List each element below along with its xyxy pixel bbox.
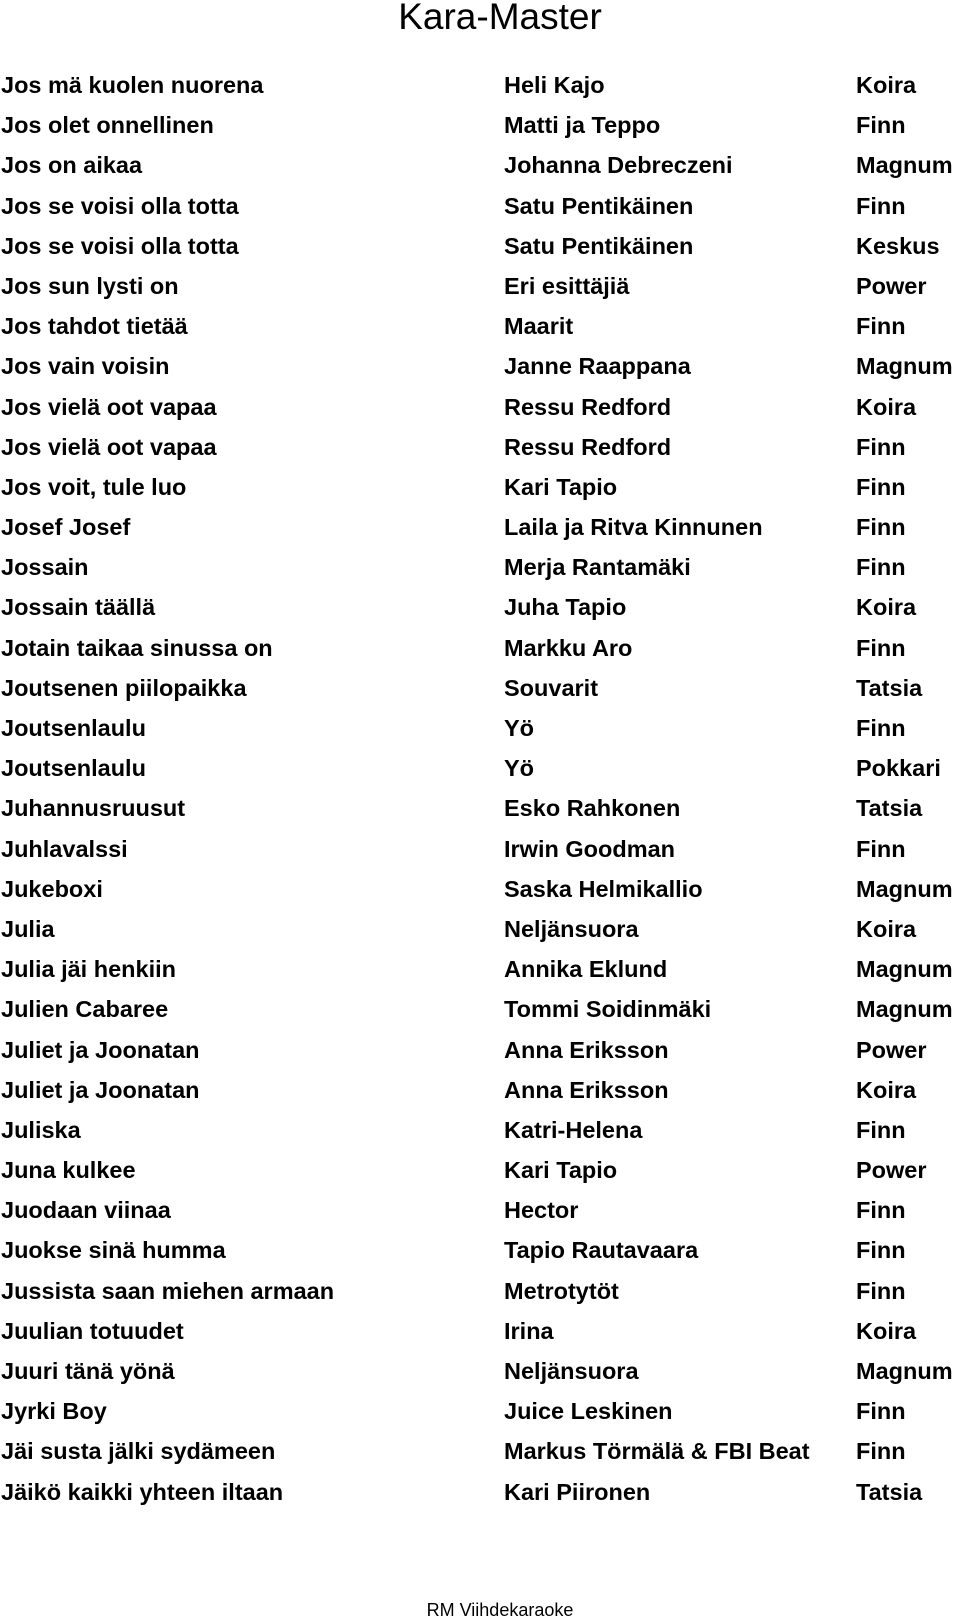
song-row [0,1431,960,1471]
song-title: Julien Cabaree [1,996,169,1023]
song-artist: Juice Leskinen [504,1398,673,1425]
song-row [0,587,960,627]
song-source: Koira [856,594,917,621]
song-artist: Souvarit [504,674,599,701]
song-artist: Yö [504,755,535,782]
song-title: Juhannusruusut [1,795,186,822]
song-title: Juuri tänä yönä [1,1358,175,1384]
song-row [0,1472,960,1512]
song-title: Juna kulkee [1,1157,136,1184]
song-title: Jäikö kaikki yhteen iltaan [1,1478,284,1505]
song-title: Jos vain voisin [1,353,170,380]
song-title: Jos se voisi olla totta [1,192,239,219]
song-row [0,65,960,105]
song-source: Finn [856,514,906,541]
song-source: Tatsia [856,1478,923,1505]
song-row [0,145,960,185]
song-artist: Ressu Redford [504,393,672,420]
song-row [0,1070,960,1110]
song-source: Finn [856,1398,906,1425]
song-title: Jossain täällä [1,594,156,621]
song-row [0,266,960,306]
song-artist: Juha Tapio [504,594,627,621]
song-artist: Saska Helmikallio [504,875,703,902]
song-artist: Eri esittäjiä [504,272,630,299]
song-row [0,708,960,748]
song-title: Jos mä kuolen nuorena [1,72,264,98]
song-source: Power [856,1036,927,1063]
song-title: Jukeboxi [1,875,103,902]
song-source: Finn [856,835,906,862]
song-source: Finn [856,1237,906,1264]
song-artist: Matti ja Teppo [504,112,661,139]
song-artist: Anna Eriksson [504,1076,669,1103]
song-artist: Heli Kajo [504,72,605,98]
song-artist: Merja Rantamäki [504,554,691,581]
song-artist: Kari Piironen [504,1478,651,1505]
song-source: Power [856,1157,927,1184]
song-title: Juliet ja Joonatan [1,1036,200,1063]
song-artist: Irwin Goodman [504,835,676,862]
song-title: Jos on aikaa [1,152,143,179]
page-footer: RM Viihdekaraoke [426,1600,574,1620]
song-title: Jos tahdot tietää [1,313,188,340]
song-artist: Esko Rahkonen [504,795,681,822]
song-row [0,1271,960,1311]
song-source: Finn [856,715,906,741]
song-title: Jos vielä oot vapaa [1,393,217,420]
song-title: Jos se voisi olla totta [1,232,239,259]
song-title: Jossain [1,554,89,581]
song-artist: Markku Aro [504,634,633,661]
song-row [0,1351,960,1391]
song-source: Finn [856,473,906,500]
song-row [0,788,960,828]
song-source: Finn [856,634,906,661]
song-artist: Neljänsuora [504,1358,639,1384]
song-source: Magnum [856,152,953,179]
song-title: Jotain taikaa sinussa on [1,634,273,661]
song-source: Koira [856,915,917,942]
song-row [0,306,960,346]
song-title: Jos sun lysti on [1,272,179,299]
song-row [0,186,960,226]
song-title: Juulian totuudet [1,1317,184,1344]
song-title: Julia jäi henkiin [1,956,176,983]
song-source: Pokkari [856,755,941,782]
song-row [0,387,960,427]
song-row [0,949,960,989]
song-row [0,547,960,587]
song-artist: Katri-Helena [504,1116,643,1143]
song-title: Joutsenlaulu [1,755,146,782]
song-source: Finn [856,1277,906,1304]
song-title: Jos voit, tule luo [1,473,187,500]
song-artist: Irina [504,1317,554,1344]
song-title: Josef Josef [1,514,131,541]
song-source: Koira [856,1076,917,1103]
song-title: Juliska [1,1116,81,1143]
song-artist: Tommi Soidinmäki [504,996,712,1023]
song-source: Tatsia [856,795,923,822]
song-title: Juhlavalssi [1,835,128,862]
song-source: Magnum [856,875,953,902]
song-artist: Yö [504,715,535,741]
song-row [0,1311,960,1351]
song-artist: Anna Eriksson [504,1036,669,1063]
song-source: Tatsia [856,674,923,701]
song-artist: Ressu Redford [504,433,672,460]
song-row [0,467,960,507]
song-artist: Kari Tapio [504,473,618,500]
song-row [0,1230,960,1270]
song-source: Finn [856,1438,906,1465]
song-row [0,427,960,467]
song-title: Jos olet onnellinen [1,112,214,139]
song-artist: Neljänsuora [504,915,639,942]
song-artist: Tapio Rautavaara [504,1237,699,1264]
song-row [0,346,960,386]
song-row [0,748,960,788]
song-title: Jäi susta jälki sydämeen [1,1438,276,1465]
song-source: Finn [856,433,906,460]
song-row [0,105,960,145]
song-row [0,829,960,869]
song-list [0,65,960,1512]
song-artist: Johanna Debreczeni [504,152,733,179]
song-source: Finn [856,1116,906,1143]
song-row [0,1150,960,1190]
song-row [0,507,960,547]
song-source: Finn [856,1197,906,1224]
song-source: Keskus [856,232,940,259]
song-row [0,909,960,949]
song-source: Magnum [856,956,953,983]
song-row [0,1391,960,1431]
song-row [0,1030,960,1070]
song-title: Jos vielä oot vapaa [1,433,217,460]
song-row [0,226,960,266]
song-source: Finn [856,313,906,340]
song-source: Koira [856,393,917,420]
song-row [0,1190,960,1230]
song-artist: Satu Pentikäinen [504,192,694,219]
song-row [0,628,960,668]
song-source: Koira [856,1317,917,1344]
song-artist: Metrotytöt [504,1277,619,1304]
song-row [0,668,960,708]
song-title: Jyrki Boy [1,1398,107,1425]
song-source: Finn [856,554,906,581]
song-artist: Annika Eklund [504,956,668,983]
song-title: Joutsenlaulu [1,715,146,741]
song-title: Juodaan viinaa [1,1197,171,1224]
song-source: Magnum [856,1358,953,1384]
song-row [0,1110,960,1150]
song-source: Magnum [856,996,953,1023]
song-source: Finn [856,112,906,139]
song-row [0,869,960,909]
song-title: Julia [1,915,55,942]
song-artist: Kari Tapio [504,1157,618,1184]
song-source: Power [856,272,927,299]
song-title: Juliet ja Joonatan [1,1076,200,1103]
song-artist: Maarit [504,313,574,340]
song-artist: Hector [504,1197,579,1224]
song-title: Jussista saan miehen armaan [1,1277,335,1304]
song-artist: Markus Törmälä & FBI Beat [504,1438,810,1465]
song-artist: Janne Raappana [504,353,691,380]
song-source: Magnum [856,353,953,380]
song-title: Juokse sinä humma [1,1237,226,1264]
song-source: Finn [856,192,906,219]
page-title: Kara-Master [398,0,602,37]
song-artist: Laila ja Ritva Kinnunen [504,514,763,541]
song-row [0,989,960,1029]
song-title: Joutsenen piilopaikka [1,674,247,701]
song-artist: Satu Pentikäinen [504,232,694,259]
song-source: Koira [856,72,917,98]
